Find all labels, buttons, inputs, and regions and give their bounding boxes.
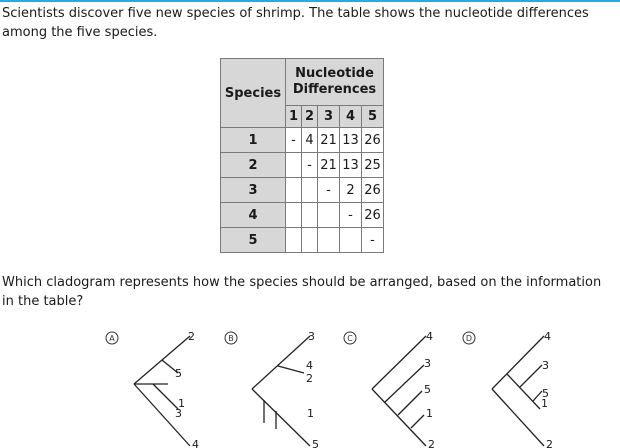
column-number: 3 bbox=[318, 106, 340, 128]
table-cell: 26 bbox=[362, 178, 384, 203]
table-cell bbox=[340, 228, 362, 253]
tip-label: 2 bbox=[546, 438, 553, 448]
option-letter: D bbox=[465, 334, 473, 343]
tip-label: 1 bbox=[426, 407, 433, 420]
tip-label: 2 bbox=[306, 372, 313, 385]
table-cell: - bbox=[318, 178, 340, 203]
question-intro: Scientists discover five new species of shrimp. The table shows the nucleotide differences among the five species. bbox=[2, 6, 589, 40]
table-cell bbox=[318, 203, 340, 228]
tip-label: 3 bbox=[308, 330, 315, 343]
table-cell bbox=[302, 203, 318, 228]
tip-label: 5 bbox=[175, 367, 182, 380]
table-cell: - bbox=[286, 128, 302, 153]
nucleotide-differences-header bbox=[286, 59, 384, 106]
table-cell bbox=[286, 153, 302, 178]
tip-label: 4 bbox=[306, 359, 313, 372]
table-cell bbox=[318, 228, 340, 253]
tip-label: 4 bbox=[192, 438, 199, 448]
tip-label: 5 bbox=[312, 438, 319, 448]
option-letter: B bbox=[228, 334, 234, 343]
table-cell: 21 bbox=[318, 128, 340, 153]
header-line-1: Nucleotide bbox=[295, 66, 374, 81]
table-row bbox=[221, 128, 384, 153]
tip-label: 1 bbox=[541, 397, 548, 410]
table-cell: - bbox=[362, 228, 384, 253]
table-cell: 13 bbox=[340, 128, 362, 153]
table-cell: - bbox=[340, 203, 362, 228]
row-species-label: 5 bbox=[221, 228, 286, 253]
table-cell bbox=[302, 228, 318, 253]
tip-label: 5 bbox=[424, 383, 431, 396]
species-column-header: Species bbox=[221, 59, 286, 128]
table-cell: 2 bbox=[340, 178, 362, 203]
tip-label: 2 bbox=[188, 330, 195, 343]
table-cell: 13 bbox=[340, 153, 362, 178]
tip-label: 3 bbox=[542, 359, 549, 372]
row-species-label: 3 bbox=[221, 178, 286, 203]
cladogram-a bbox=[120, 325, 215, 448]
table-cell: 26 bbox=[362, 128, 384, 153]
option-letter: C bbox=[347, 334, 353, 343]
tip-label: 3 bbox=[424, 357, 431, 370]
tip-label: 3 bbox=[175, 407, 182, 420]
tip-label: 1 bbox=[178, 397, 185, 410]
option-letter: A bbox=[109, 334, 115, 343]
column-number: 1 bbox=[286, 106, 302, 128]
table-cell: 4 bbox=[302, 128, 318, 153]
table-cell bbox=[286, 203, 302, 228]
header-line-2: Differences bbox=[292, 82, 377, 97]
option-a-radio[interactable] bbox=[105, 331, 119, 345]
tip-label: 4 bbox=[544, 330, 551, 343]
row-species-label: 2 bbox=[221, 153, 286, 178]
tip-label: 4 bbox=[426, 330, 433, 343]
option-b-radio[interactable] bbox=[224, 331, 238, 345]
table-cell: 25 bbox=[362, 153, 384, 178]
table-row bbox=[221, 153, 384, 178]
table-cell bbox=[286, 178, 302, 203]
question-prompt: Which cladogram represents how the species should be arranged, based on the information in the table? bbox=[2, 275, 602, 309]
cladogram-d bbox=[480, 325, 575, 448]
tip-label: 2 bbox=[428, 438, 435, 448]
row-species-label: 1 bbox=[221, 128, 286, 153]
nucleotide-differences-table bbox=[220, 58, 384, 253]
table-cell bbox=[302, 178, 318, 203]
table-cell: 26 bbox=[362, 203, 384, 228]
row-species-label: 4 bbox=[221, 203, 286, 228]
column-number: 5 bbox=[362, 106, 384, 128]
table-cell: - bbox=[302, 153, 318, 178]
option-d-radio[interactable] bbox=[462, 331, 476, 345]
tip-label: 5 bbox=[542, 387, 549, 400]
table-row bbox=[221, 228, 384, 253]
cladogram-c bbox=[360, 325, 455, 448]
table-cell: 21 bbox=[318, 153, 340, 178]
tip-label: 1 bbox=[307, 407, 314, 420]
option-c-radio[interactable] bbox=[343, 331, 357, 345]
cladogram-b bbox=[240, 325, 335, 448]
table-cell bbox=[286, 228, 302, 253]
table-row bbox=[221, 178, 384, 203]
column-number: 2 bbox=[302, 106, 318, 128]
table-row bbox=[221, 203, 384, 228]
top-accent-line bbox=[0, 0, 620, 2]
column-number: 4 bbox=[340, 106, 362, 128]
